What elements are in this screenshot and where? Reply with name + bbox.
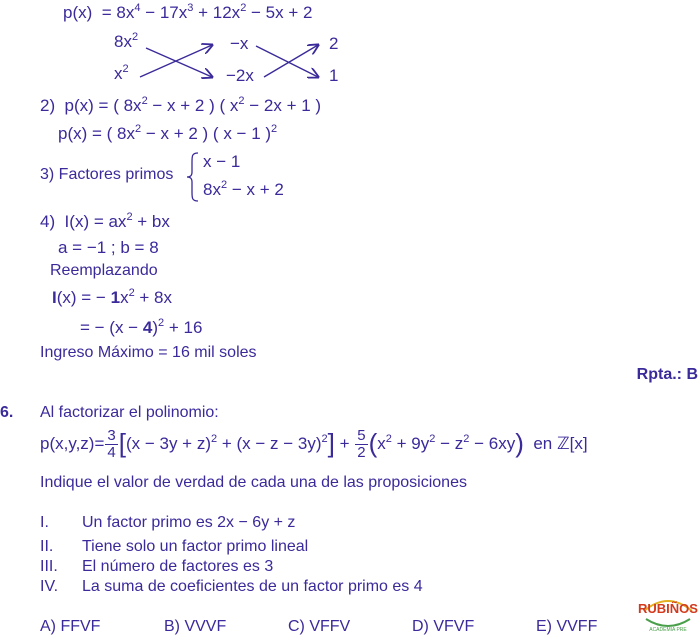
cross-term-a1: $8x^2$ <box>114 31 139 51</box>
item-num-4: IV. <box>40 578 59 595</box>
problem-intro: Al factorizar el polinomio: <box>40 404 219 421</box>
svg-text:RUBIÑOS: RUBIÑOS <box>638 601 698 616</box>
item-text-2: Tiene solo un factor primo lineal <box>82 538 309 555</box>
item-text-1: Un factor primo es 2x − 6y + z <box>82 514 296 531</box>
prime-factor-1: x − 1 <box>203 152 241 171</box>
problem-question: Indique el valor de verdad de cada una de las proposiciones <box>40 474 467 491</box>
step3-label: 3) Factores primos <box>40 166 174 183</box>
cross-term-b1: −x <box>230 34 249 53</box>
option-e[interactable]: E) VVFF <box>536 618 598 635</box>
step4-line1: 4) $I(x) = ax^2$ + bx <box>40 211 170 231</box>
cross-term-c2: 1 <box>329 66 339 85</box>
step4-line2: a = −1 ; b = 8 <box>58 238 159 257</box>
item-num-3: III. <box>40 558 58 575</box>
option-d[interactable]: D) VFVF <box>412 618 475 635</box>
problem-formula: p(x,y,z)= $\frac{3}{4}$ $[(x - 3y + z)^2 + (x - z - 3y)^2]$ + $\frac{5}{2}$ $(x^2 + 9y^2 - z^2 - 6xy)$ en ℤ[x] <box>40 427 588 461</box>
answer-label: Rpta.: B <box>636 366 698 383</box>
polynomial-line: $p(x) = 8x^4 - 17x^3 + 12x^2 - 5x + 2$ <box>63 2 313 22</box>
rubinos-logo <box>638 585 698 637</box>
step4-line6: Ingreso Máximo = 16 mil soles <box>40 344 257 361</box>
option-c[interactable]: C) VFFV <box>288 618 351 635</box>
cross-term-c1: 2 <box>329 34 339 53</box>
item-text-4: La suma de coeficientes de un factor primo es 4 <box>82 578 423 595</box>
step4-line5: = − $(x - 4)^2 + 16$ <box>80 317 203 337</box>
cross-term-b2: −2x <box>226 66 254 85</box>
problem-number: 6. <box>0 404 14 421</box>
option-b[interactable]: B) VVVF <box>164 618 227 635</box>
option-a[interactable]: A) FFVF <box>40 618 101 635</box>
step4-line4: I(x) = − $1x^2 + 8x$ <box>52 287 173 307</box>
cross-term-a2: $x^2$ <box>114 63 129 83</box>
item-num-2: II. <box>40 538 54 555</box>
item-text-3: El número de factores es 3 <box>82 558 274 575</box>
brace-icon <box>186 152 200 202</box>
step2-line1: 2) p(x) = ( $8x^2 - x + 2$ ) ( $x^2 - 2x + 1$ ) <box>40 95 322 115</box>
prime-factor-2: $8x^2 - x + 2$ <box>203 179 284 199</box>
step2-line2: p(x) = ( $8x^2 - x + 2$ ) ( x − 1 )$^2$ <box>58 123 278 143</box>
step4-line3: Reemplazando <box>50 262 158 279</box>
svg-text:ACADEMIA PRE: ACADEMIA PRE <box>649 627 687 633</box>
item-num-1: I. <box>40 514 49 531</box>
cross-method-arrows <box>0 0 700 100</box>
